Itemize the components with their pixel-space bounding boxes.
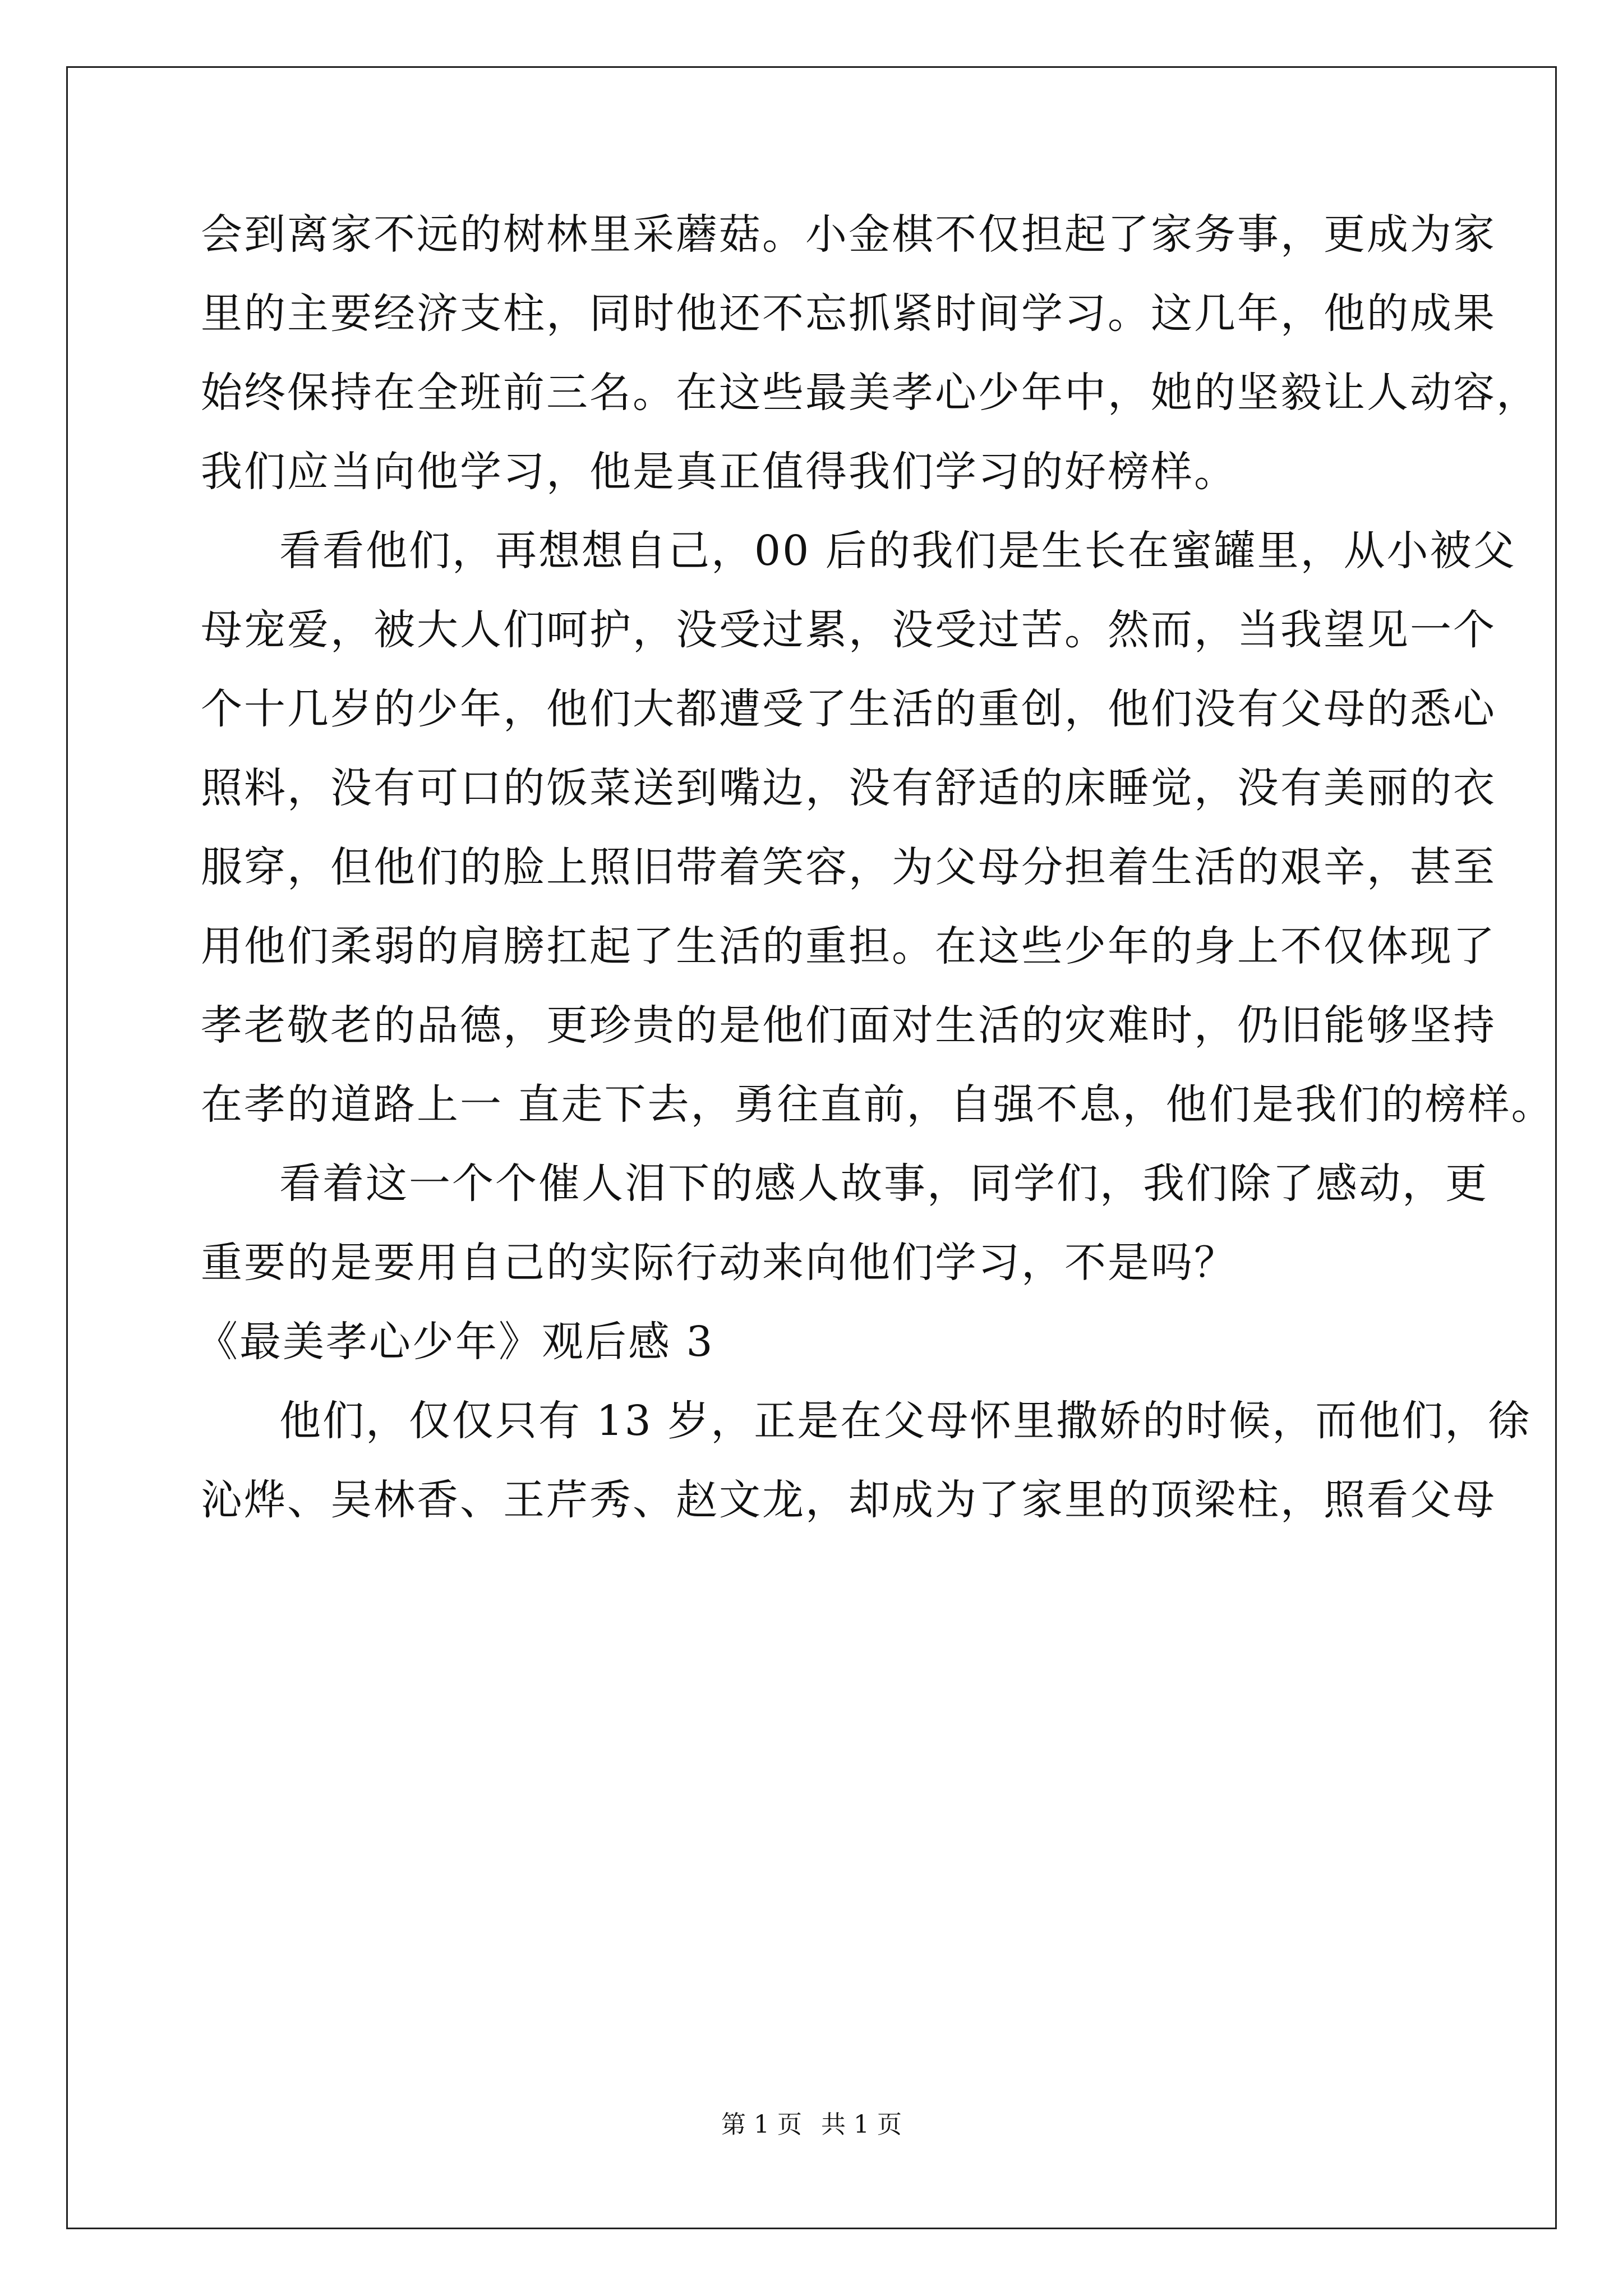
- text-line: 母宠爱，被大人们呵护，没受过累，没受过苦。然而，当我望见一个: [201, 606, 1496, 654]
- text-line: 会到离家不远的树林里采蘑菇。小金棋不仅担起了家务事，更成为家: [201, 210, 1496, 259]
- text-line: 他们，仅仅只有 13 岁，正是在父母怀里撒娇的时候，而他们，徐: [279, 1397, 1532, 1445]
- text-line: 服穿，但他们的脸上照旧带着笑容，为父母分担着生活的艰辛，甚至: [201, 843, 1496, 891]
- text-line: 看看他们，再想想自己，00 后的我们是生长在蜜罐里，从小被父: [279, 527, 1516, 575]
- text-line: 在孝的道路上一 直走下去，勇往直前，自强不息，他们是我们的榜样。: [201, 1080, 1555, 1129]
- page-total: 共 1 页: [821, 2110, 902, 2139]
- text-line: 照料，没有可口的饭菜送到嘴边，没有舒适的床睡觉，没有美丽的衣: [201, 764, 1496, 812]
- text-line: 重要的是要用自己的实际行动来向他们学习，不是吗？: [201, 1239, 1237, 1287]
- text-line: 个十几岁的少年，他们大都遭受了生活的重创，他们没有父母的悉心: [201, 685, 1496, 733]
- page-number: 第 1 页: [721, 2110, 802, 2139]
- text-line: 沁烨、吴林香、王芹秀、赵文龙，却成为了家里的顶梁柱，照看父母: [201, 1476, 1496, 1524]
- section-heading: 《最美孝心少年》观后感 3: [196, 1318, 714, 1366]
- page-footer: [0, 2108, 1623, 2142]
- text-line: 我们应当向他学习，他是真正值得我们学习的好榜样。: [201, 448, 1237, 496]
- text-line: 孝老敬老的品德，更珍贵的是他们面对生活的灾难时，仍旧能够坚持: [201, 1001, 1496, 1050]
- text-line: 始终保持在全班前三名。在这些最美孝心少年中，她的坚毅让人动容，: [201, 369, 1539, 417]
- text-line: 看着这一个个催人泪下的感人故事，同学们，我们除了感动，更: [279, 1159, 1488, 1208]
- text-line: 用他们柔弱的肩膀扛起了生活的重担。在这些少年的身上不仅体现了: [201, 922, 1496, 970]
- text-line: 里的主要经济支柱，同时他还不忘抓紧时间学习。这几年，他的成果: [201, 289, 1496, 338]
